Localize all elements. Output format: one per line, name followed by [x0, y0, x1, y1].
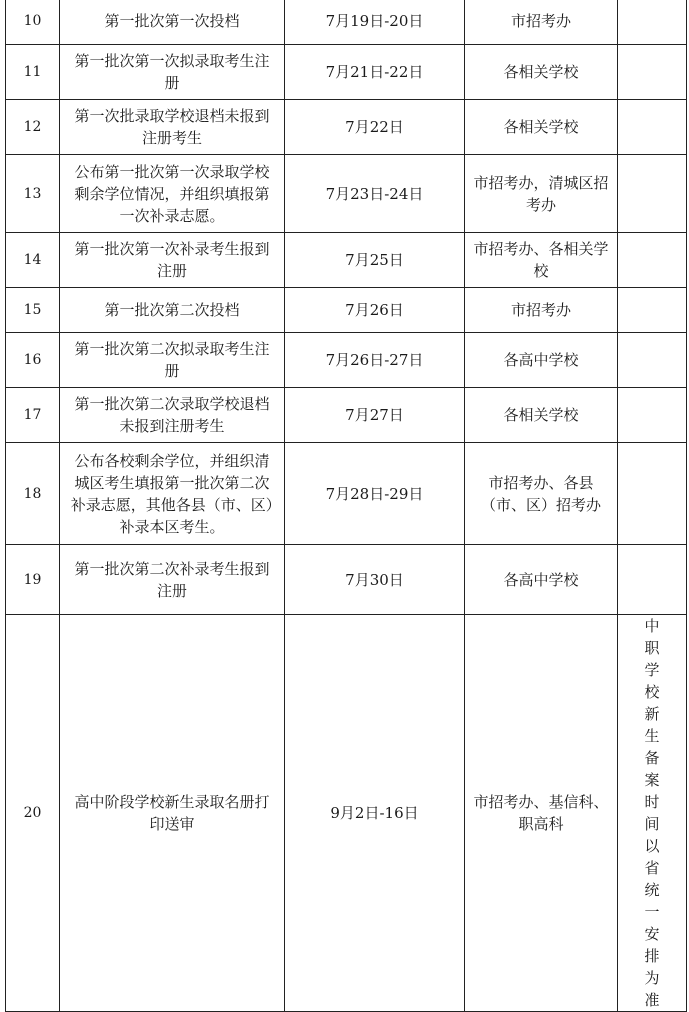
- table-row: [6, 0, 687, 45]
- date-cell: 7月22日: [285, 100, 465, 155]
- date-cell: 7月28日-29日: [285, 443, 465, 545]
- item-cell: 第一批次第一次投档: [60, 0, 285, 45]
- note-cell: [618, 615, 687, 1012]
- item-cell: 第一批次第一次补录考生报到注册: [60, 233, 285, 288]
- row-number: 12: [6, 100, 60, 155]
- note-cell: [618, 155, 687, 233]
- unit-cell: 市招考办、各县（市、区）招考办: [465, 443, 618, 545]
- note-cell: [618, 45, 687, 100]
- row-number: 17: [6, 388, 60, 443]
- unit-cell: 市招考办，清城区招考办: [465, 155, 618, 233]
- date-cell: 7月27日: [285, 388, 465, 443]
- table-row: [6, 45, 687, 100]
- unit-cell: 各高中学校: [465, 333, 618, 388]
- date-cell: 7月19日-20日: [285, 0, 465, 45]
- item-cell: 第一批次第二次录取学校退档未报到注册考生: [60, 388, 285, 443]
- row-number: 11: [6, 45, 60, 100]
- date-cell: 7月21日-22日: [285, 45, 465, 100]
- note-cell: [618, 100, 687, 155]
- table-row: [6, 155, 687, 233]
- item-cell: 第一次批录取学校退档未报到注册考生: [60, 100, 285, 155]
- row-number: 14: [6, 233, 60, 288]
- row-number: 19: [6, 545, 60, 615]
- note-cell: [618, 545, 687, 615]
- unit-cell: 市招考办: [465, 0, 618, 45]
- table-row: [6, 615, 687, 1012]
- note-cell: [618, 233, 687, 288]
- table-row: [6, 100, 687, 155]
- unit-cell: 市招考办、基信科、职高科: [465, 615, 618, 1012]
- table-row: [6, 545, 687, 615]
- row-number: 18: [6, 443, 60, 545]
- table-row: [6, 233, 687, 288]
- date-cell: 7月26日: [285, 288, 465, 333]
- note-cell: [618, 288, 687, 333]
- item-cell: 高中阶段学校新生录取名册打印送审: [60, 615, 285, 1012]
- unit-cell: 各高中学校: [465, 545, 618, 615]
- row-number: 15: [6, 288, 60, 333]
- date-cell: 7月25日: [285, 233, 465, 288]
- row-number: 13: [6, 155, 60, 233]
- table-row: [6, 288, 687, 333]
- unit-cell: 市招考办: [465, 288, 618, 333]
- date-cell: 7月23日-24日: [285, 155, 465, 233]
- date-cell: 7月26日-27日: [285, 333, 465, 388]
- note-cell: [618, 443, 687, 545]
- item-cell: 公布第一批次第一次录取学校剩余学位情况，并组织填报第一次补录志愿。: [60, 155, 285, 233]
- table-row: [6, 388, 687, 443]
- unit-cell: 各相关学校: [465, 388, 618, 443]
- note-text: 中职学校新生备案时间以省统一安排为准: [644, 617, 660, 1009]
- item-cell: 第一批次第二次补录考生报到注册: [60, 545, 285, 615]
- item-cell: 第一批次第二次投档: [60, 288, 285, 333]
- row-number: 20: [6, 615, 60, 1012]
- note-cell: [618, 333, 687, 388]
- date-cell: 7月30日: [285, 545, 465, 615]
- item-cell: 公布各校剩余学位，并组织清城区考生填报第一批次第二次补录志愿，其他各县（市、区）补录本区考生。: [60, 443, 285, 545]
- row-number: 16: [6, 333, 60, 388]
- item-cell: 第一批次第二次拟录取考生注册: [60, 333, 285, 388]
- note-cell: [618, 0, 687, 45]
- unit-cell: 市招考办、各相关学校: [465, 233, 618, 288]
- table-row: [6, 443, 687, 545]
- row-number: 10: [6, 0, 60, 45]
- note-cell: [618, 388, 687, 443]
- unit-cell: 各相关学校: [465, 45, 618, 100]
- item-cell: 第一批次第一次拟录取考生注册: [60, 45, 285, 100]
- unit-cell: 各相关学校: [465, 100, 618, 155]
- date-cell: 9月2日-16日: [285, 615, 465, 1012]
- table-row: [6, 333, 687, 388]
- schedule-table: [5, 0, 687, 1012]
